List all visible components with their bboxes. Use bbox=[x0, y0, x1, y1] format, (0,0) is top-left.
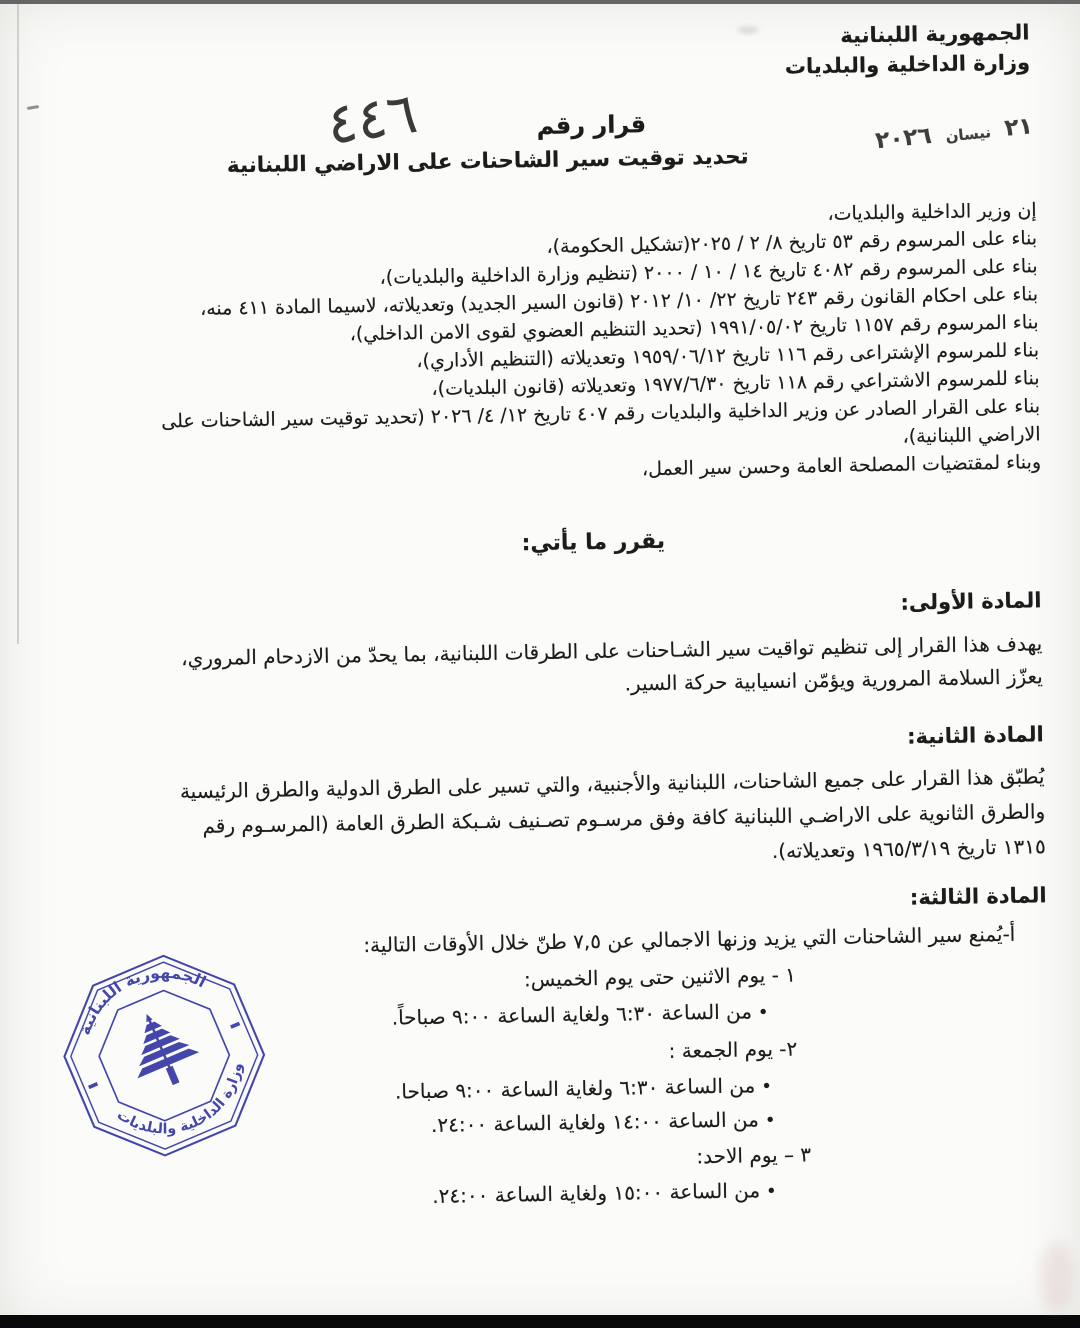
date-stamp bbox=[875, 113, 1034, 154]
article-2-heading: المادة الثانية: bbox=[906, 722, 1044, 749]
article-1-line: يهدف هذا القرار إلى تنظيم تواقيت سير الشـاحنات على الطرقات اللبنانية، بما يحدّ من الازدحام المروري، bbox=[180, 631, 1043, 671]
stamp-top-text: الجمهورية اللبنانية bbox=[74, 962, 210, 1038]
republic-name: الجمهورية اللبنانية bbox=[840, 20, 1030, 48]
decree-number-label: قرار رقم bbox=[536, 110, 647, 140]
schedule-day-sunday: ٣ – يوم الاحد: bbox=[696, 1142, 812, 1169]
article-3-intro: أ-يُمنع سير الشاحنات التي يزيد وزنها الاجمالي عن ٧,٥ طنّ خلال الأوقات التالية: bbox=[363, 921, 1016, 958]
date-stamp-day: ٢١ bbox=[1003, 113, 1035, 142]
article-2-line: يُطبّق هذا القرار على جميع الشاحنات، اللبنانية والأجنبية، والتي تسير على الطرق الدولية والطرق الرئيسية bbox=[179, 764, 1045, 804]
preamble-line: بناء على المرسوم رقم ٥٣ تاريخ ٨/ ٢ / ٢٠٢٥(تشكيل الحكومة)، bbox=[546, 227, 1038, 258]
schedule-time-text: من الساعة ٦:٣٠ ولغاية الساعة ٩:٠٠ صباحا. bbox=[394, 1073, 756, 1104]
decree-subtitle: تحديد توقيت سير الشاحنات على الاراضي اللبنانية bbox=[226, 144, 749, 179]
cedar-icon bbox=[116, 1001, 207, 1097]
article-2-line: ١٣١٥ تاريخ ١٩٦٥/٣/١٩ وتعديلاته). bbox=[771, 834, 1046, 863]
scan-edge-top bbox=[0, 0, 1080, 4]
preamble-line: بناء للمرسوم الاشتراعي رقم ١١٨ تاريخ ١٩٧٧/٦/٣٠ وتعديلاته (قانون البلديات)، bbox=[431, 367, 1040, 400]
decree-number-handwritten: ٤٤٦ bbox=[322, 80, 422, 158]
scan-edge-bottom bbox=[0, 1315, 1080, 1328]
schedule-day-friday: ٢- يوم الجمعة : bbox=[668, 1036, 798, 1063]
stamp-side-dash-right bbox=[230, 1022, 240, 1029]
stamp-side-dash-left bbox=[88, 1082, 98, 1089]
scan-speck bbox=[738, 26, 758, 34]
preamble-line: بناء على القرار الصادر عن وزير الداخلية والبلديات رقم ٤٠٧ تاريخ ١٢/ ٤/ ٢٠٢٦ (تحديد توقيت سير الشاحنات على bbox=[161, 395, 1041, 433]
schedule-time bbox=[392, 999, 769, 1030]
svg-text:الجمهورية اللبنانية bbox=[61, 942, 214, 1043]
bullet-icon: • bbox=[761, 1076, 773, 1098]
preamble-line: إن وزير الداخلية والبلديات، bbox=[827, 199, 1037, 225]
article-1-line: يعزّز السلامة المرورية ويؤمّن انسيابية حركة السير. bbox=[624, 664, 1043, 696]
schedule-time-text: من الساعة ٦:٣٠ ولغاية الساعة ٩:٠٠ صباحاً. bbox=[391, 999, 753, 1030]
preamble-line: بناء المرسوم رقم ١١٥٧ تاريخ ١٩٩١/٠٥/٠٢ (تحديد التنظيم العضوي لقوى الامن الداخلي)، bbox=[349, 311, 1039, 346]
article-1-body bbox=[55, 627, 1043, 710]
bullet-icon: • bbox=[765, 1180, 777, 1203]
schedule-time bbox=[431, 1107, 776, 1137]
article-2-line: والطرق الثانوية على الاراضـي اللبنانية كافة وفق مرسـوم تصـنيف شـبكة الطرق العامة (المرسـوم رقم bbox=[202, 799, 1046, 838]
scan-fold-line bbox=[17, 4, 19, 644]
preamble-line: وبناء لمقتضيات المصلحة العامة وحسن سير العمل، bbox=[641, 451, 1042, 481]
date-stamp-month: نيسان bbox=[945, 123, 993, 146]
bullet-icon: • bbox=[764, 1109, 776, 1132]
scan-smudge bbox=[1040, 1242, 1074, 1312]
stamp-graphic bbox=[27, 918, 302, 1193]
decide-line: يقرر ما يأتي: bbox=[521, 528, 666, 557]
stamp-bottom-text: وزارة الداخلية والبلديات bbox=[113, 1061, 246, 1138]
preamble-line: بناء للمرسوم الإشتراعى رقم ١١٦ تاريخ ١٩٥٩/٠٦/١٢ وتعديلاته (التنظيم الأداري)، bbox=[416, 339, 1040, 373]
preamble-line: بناء على احكام القانون رقم ٢٤٣ تاريخ ٢٢/ ١٠/ ٢٠١٢ (قانون السير الجديد) وتعديلاته، لاسيما المادة ٤١١ منه، bbox=[199, 283, 1039, 320]
schedule-time-text: من الساعة ١٥:٠٠ ولغاية الساعة ٢٤:٠٠. bbox=[432, 1178, 761, 1208]
article-3-heading: المادة الثالثة: bbox=[909, 883, 1047, 910]
ministry-name: وزارة الداخلية والبلديات bbox=[784, 50, 1031, 79]
date-stamp-year: ٢٠٢٦ bbox=[874, 122, 934, 155]
ministry-stamp bbox=[27, 918, 302, 1193]
article-2-body bbox=[57, 759, 1046, 881]
article-1-heading: المادة الأولى: bbox=[900, 588, 1042, 615]
preamble bbox=[88, 196, 1042, 493]
bullet-icon: • bbox=[757, 1002, 769, 1024]
preamble-line: الاراضي اللبنانية)، bbox=[902, 423, 1041, 448]
schedule-time bbox=[395, 1073, 772, 1104]
schedule-day-mon-thu: ١ - يوم الاثنين حتى يوم الخميس: bbox=[523, 962, 797, 992]
preamble-line: بناء على المرسوم رقم ٤٠٨٢ تاريخ ١٤ / ١٠ / ٢٠٠٠ (تنظيم وزارة الداخلية والبلديات)، bbox=[379, 255, 1038, 289]
schedule-time-text: من الساعة ١٤:٠٠ ولغاية الساعة ٢٤:٠٠. bbox=[430, 1107, 760, 1137]
schedule-time bbox=[432, 1178, 777, 1208]
ministry-header bbox=[784, 17, 1030, 81]
